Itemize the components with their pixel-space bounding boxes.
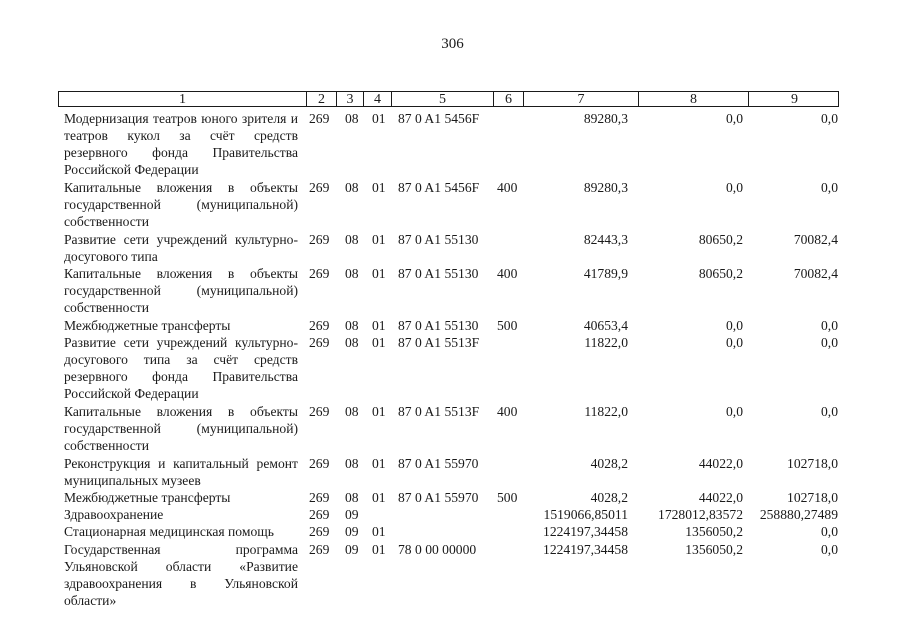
row-col-8: 44022,0 <box>698 490 743 505</box>
row-name: Модернизация театров юного зрителя и театров кукол за счёт средств резервного фонда Правительства Российской Федерации <box>64 111 298 177</box>
row-col-8: 0,0 <box>726 111 743 126</box>
row-col-9: 70082,4 <box>793 232 838 247</box>
header-cell: 4 <box>364 92 392 106</box>
row-col-2: 269 <box>309 318 330 333</box>
row-col-5: 87 0 A1 5456F <box>398 111 480 126</box>
row-col-7: 11822,0 <box>584 404 628 419</box>
row-col-8: 0,0 <box>726 318 743 333</box>
row-col-3: 08 <box>345 404 359 419</box>
row-col-2: 269 <box>309 111 330 126</box>
row-name: Развитие сети учреждений культурно-досугового типа за счёт средств резервного фонда Правительства Российской Федерации <box>64 335 298 401</box>
row-col-8: 0,0 <box>726 404 743 419</box>
row-col-9: 258880,27489 <box>759 507 838 522</box>
row-col-4: 01 <box>372 111 386 126</box>
row-name: Стационарная медицинская помощь <box>64 524 274 539</box>
row-col-9: 0,0 <box>821 542 838 557</box>
row-col-5: 87 0 A1 5513F <box>398 404 480 419</box>
row-name: Межбюджетные трансферты <box>64 318 231 333</box>
row-col-7: 1224197,34458 <box>543 524 628 539</box>
header-cell: 1 <box>59 92 307 106</box>
page-number: 306 <box>441 36 464 52</box>
row-col-6: 500 <box>497 318 518 333</box>
row-col-9: 0,0 <box>821 318 838 333</box>
row-name: Капитальные вложения в объекты государственной (муниципальной) собственности <box>64 180 298 229</box>
row-col-7: 1224197,34458 <box>543 542 628 557</box>
header-cell: 9 <box>791 92 798 107</box>
header-cell: 3 <box>337 92 364 106</box>
row-col-9: 0,0 <box>821 180 838 195</box>
row-col-5: 78 0 00 00000 <box>398 542 477 557</box>
row-col-3: 08 <box>345 335 359 350</box>
row-col-7: 1519066,85011 <box>543 507 628 522</box>
row-col-3: 09 <box>345 507 359 522</box>
row-col-2: 269 <box>309 266 330 281</box>
row-col-9: 102718,0 <box>787 456 838 471</box>
header-cell: 5 <box>392 92 494 106</box>
row-col-6: 400 <box>497 266 518 281</box>
row-col-4: 01 <box>372 318 386 333</box>
row-col-9: 102718,0 <box>787 490 838 505</box>
row-col-8: 1728012,83572 <box>658 507 743 522</box>
row-col-8: 0,0 <box>726 180 743 195</box>
row-col-9: 0,0 <box>821 404 838 419</box>
row-col-6: 400 <box>497 180 518 195</box>
row-name: Капитальные вложения в объекты государственной (муниципальной) собственности <box>64 404 298 453</box>
row-col-3: 08 <box>345 456 359 471</box>
row-col-2: 269 <box>309 404 330 419</box>
header-cell: 6 <box>494 92 524 106</box>
row-name: Здравоохранение <box>64 507 164 522</box>
row-col-9: 0,0 <box>821 524 838 539</box>
row-col-7: 89280,3 <box>583 180 628 195</box>
row-col-8: 80650,2 <box>698 266 743 281</box>
row-col-6: 500 <box>497 490 518 505</box>
row-col-4: 01 <box>372 404 386 419</box>
row-col-2: 269 <box>309 335 330 350</box>
header-cell: 2 <box>307 92 337 106</box>
row-col-5: 87 0 A1 5513F <box>398 335 480 350</box>
row-col-5: 87 0 A1 55130 <box>398 318 479 333</box>
row-col-8: 1356050,2 <box>685 542 743 557</box>
row-col-7: 11822,0 <box>584 335 628 350</box>
row-col-2: 269 <box>309 524 330 539</box>
row-col-7: 89280,3 <box>583 111 628 126</box>
row-col-3: 09 <box>345 524 359 539</box>
row-col-3: 08 <box>345 490 359 505</box>
row-col-7: 82443,3 <box>583 232 628 247</box>
row-col-4: 01 <box>372 232 386 247</box>
row-name: Государственная программа Ульяновской области «Развитие здравоохранения в Ульяновской области» <box>64 542 298 608</box>
row-col-3: 08 <box>345 180 359 195</box>
row-col-5: 87 0 A1 5456F <box>398 180 480 195</box>
row-col-4: 01 <box>372 524 386 539</box>
row-col-8: 0,0 <box>726 335 743 350</box>
header-cell: 8 <box>639 92 749 106</box>
header-cell: 7 <box>524 92 639 106</box>
row-col-2: 269 <box>309 542 330 557</box>
row-col-4: 01 <box>372 490 386 505</box>
row-col-9: 0,0 <box>821 335 838 350</box>
row-name: Капитальные вложения в объекты государственной (муниципальной) собственности <box>64 266 298 315</box>
row-name: Развитие сети учреждений культурно-досугового типа <box>64 232 298 264</box>
row-col-8: 44022,0 <box>698 456 743 471</box>
row-col-3: 08 <box>345 266 359 281</box>
row-col-7: 4028,2 <box>590 456 628 471</box>
row-col-7: 41789,9 <box>583 266 628 281</box>
row-col-9: 0,0 <box>821 111 838 126</box>
row-col-2: 269 <box>309 180 330 195</box>
row-col-7: 40653,4 <box>583 318 628 333</box>
row-col-5: 87 0 A1 55130 <box>398 232 479 247</box>
row-col-2: 269 <box>309 490 330 505</box>
row-col-3: 08 <box>345 318 359 333</box>
row-col-4: 01 <box>372 180 386 195</box>
row-col-5: 87 0 A1 55130 <box>398 266 479 281</box>
row-col-5: 87 0 A1 55970 <box>398 490 479 505</box>
row-col-2: 269 <box>309 456 330 471</box>
row-col-4: 01 <box>372 335 386 350</box>
row-col-3: 08 <box>345 232 359 247</box>
row-col-2: 269 <box>309 507 330 522</box>
row-col-7: 4028,2 <box>590 490 628 505</box>
row-col-8: 80650,2 <box>698 232 743 247</box>
row-col-6: 400 <box>497 404 518 419</box>
row-name: Межбюджетные трансферты <box>64 490 231 505</box>
row-col-4: 01 <box>372 456 386 471</box>
row-col-5: 87 0 A1 55970 <box>398 456 479 471</box>
row-col-3: 08 <box>345 111 359 126</box>
row-col-4: 01 <box>372 542 386 557</box>
row-col-4: 01 <box>372 266 386 281</box>
row-col-3: 09 <box>345 542 359 557</box>
row-name: Реконструкция и капитальный ремонт муниципальных музеев <box>64 456 298 488</box>
row-col-2: 269 <box>309 232 330 247</box>
row-col-8: 1356050,2 <box>685 524 743 539</box>
row-col-9: 70082,4 <box>793 266 838 281</box>
